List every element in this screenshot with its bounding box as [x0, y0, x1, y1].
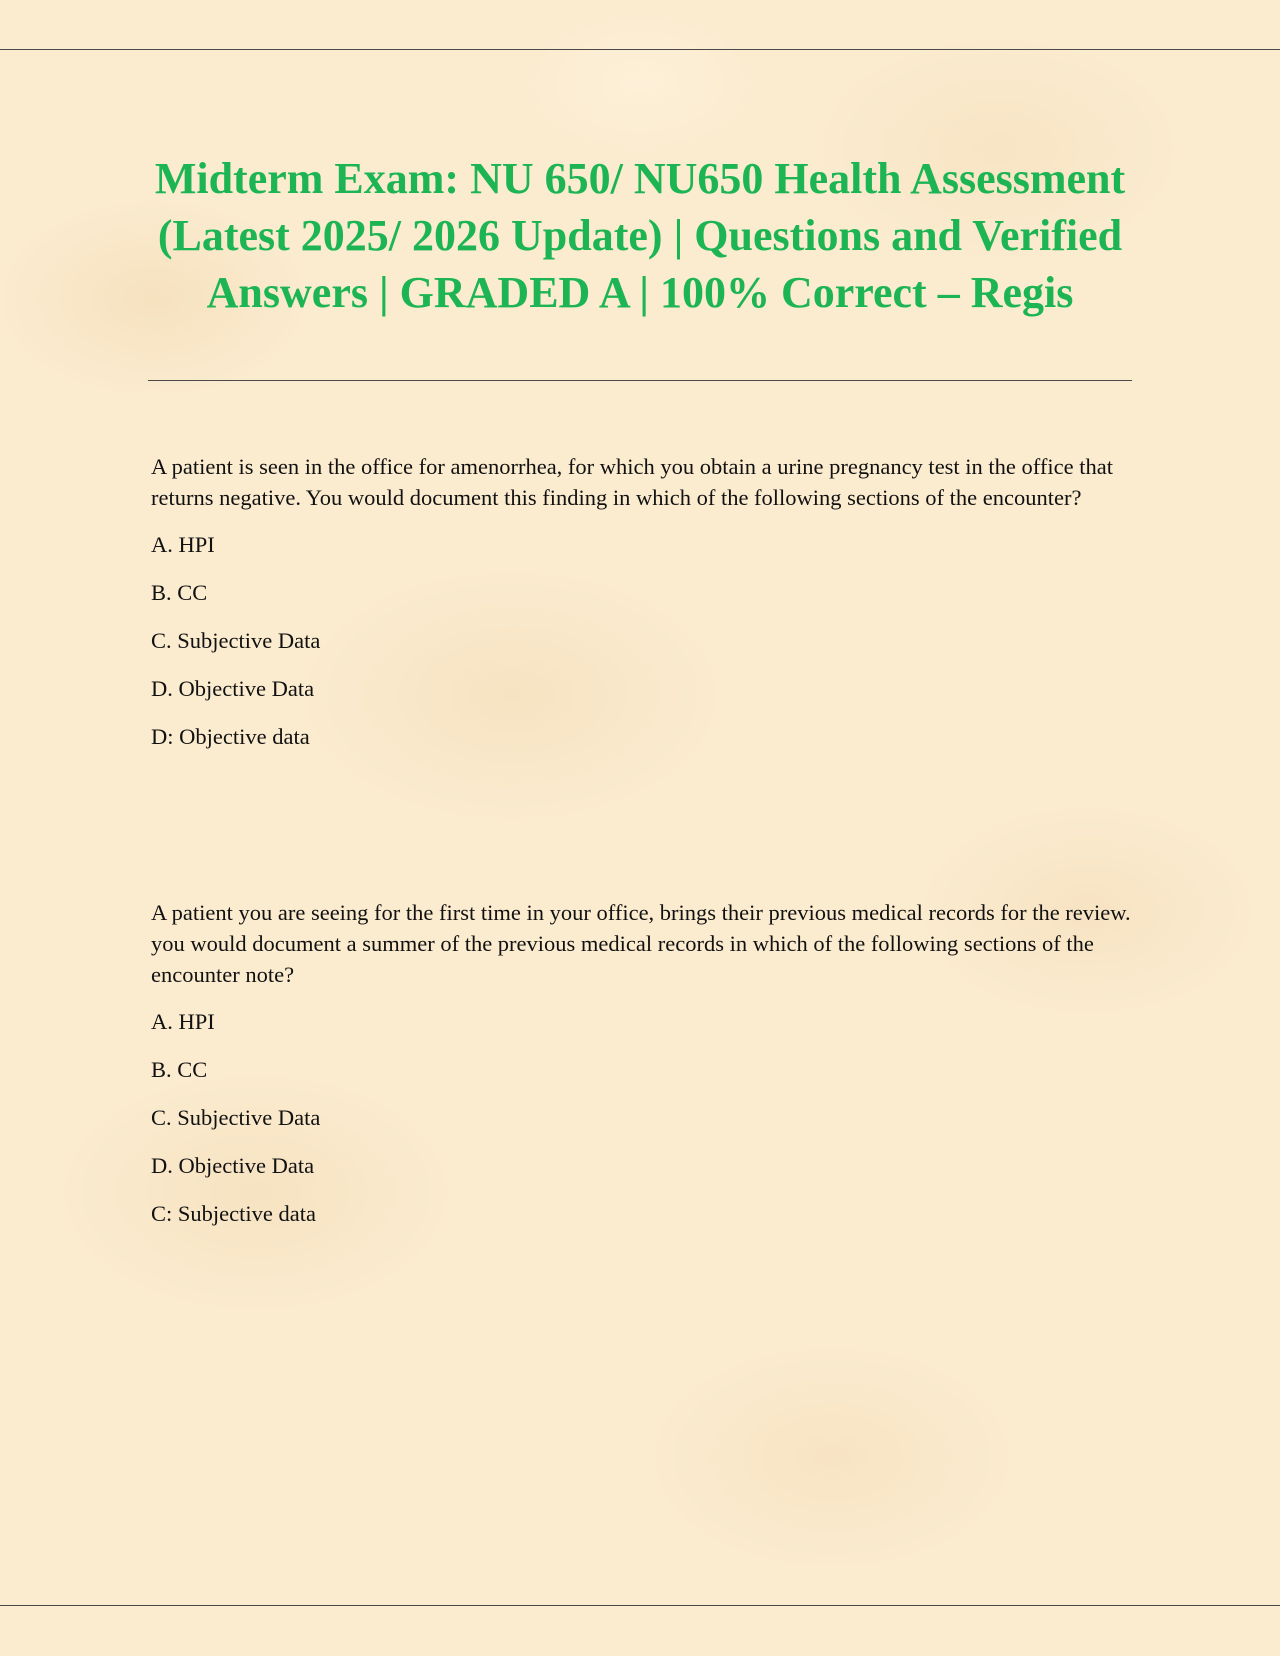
- answer-option-d: D. Objective Data: [151, 1153, 315, 1178]
- correct-answer: D: Objective data: [151, 724, 310, 749]
- question-stem: A patient you are seeing for the first time in your office, brings their previous medical records for the review. you would document a summer of the previous medical records in which of the following sections of the encounter note?: [151, 900, 1131, 987]
- question-2: [151, 897, 1136, 1229]
- answer-option-a: A. HPI: [151, 1009, 215, 1034]
- answer-option-b: B. CC: [151, 1057, 208, 1082]
- answer-option-c: C. Subjective Data: [151, 1105, 321, 1130]
- title-underline-rule: [148, 380, 1132, 381]
- document-title: Midterm Exam: NU 650/ NU650 Health Assessment (Latest 2025/ 2026 Update) | Questions and Verified Answers | GRADED A | 100% Correct – Regis: [154, 154, 1126, 317]
- question-1: [151, 451, 1136, 752]
- correct-answer: C: Subjective data: [151, 1201, 316, 1226]
- answer-option-c: C. Subjective Data: [151, 628, 321, 653]
- page-header-rule: [0, 49, 1280, 50]
- answer-option-a: A. HPI: [151, 532, 215, 557]
- answer-option-b: B. CC: [151, 580, 208, 605]
- question-stem: A patient is seen in the office for amenorrhea, for which you obtain a urine pregnancy test in the office that returns negative. You would document this finding in which of the following sections of the encounter?: [151, 454, 1113, 510]
- answer-option-d: D. Objective Data: [151, 676, 315, 701]
- page-footer-rule: [0, 1605, 1280, 1606]
